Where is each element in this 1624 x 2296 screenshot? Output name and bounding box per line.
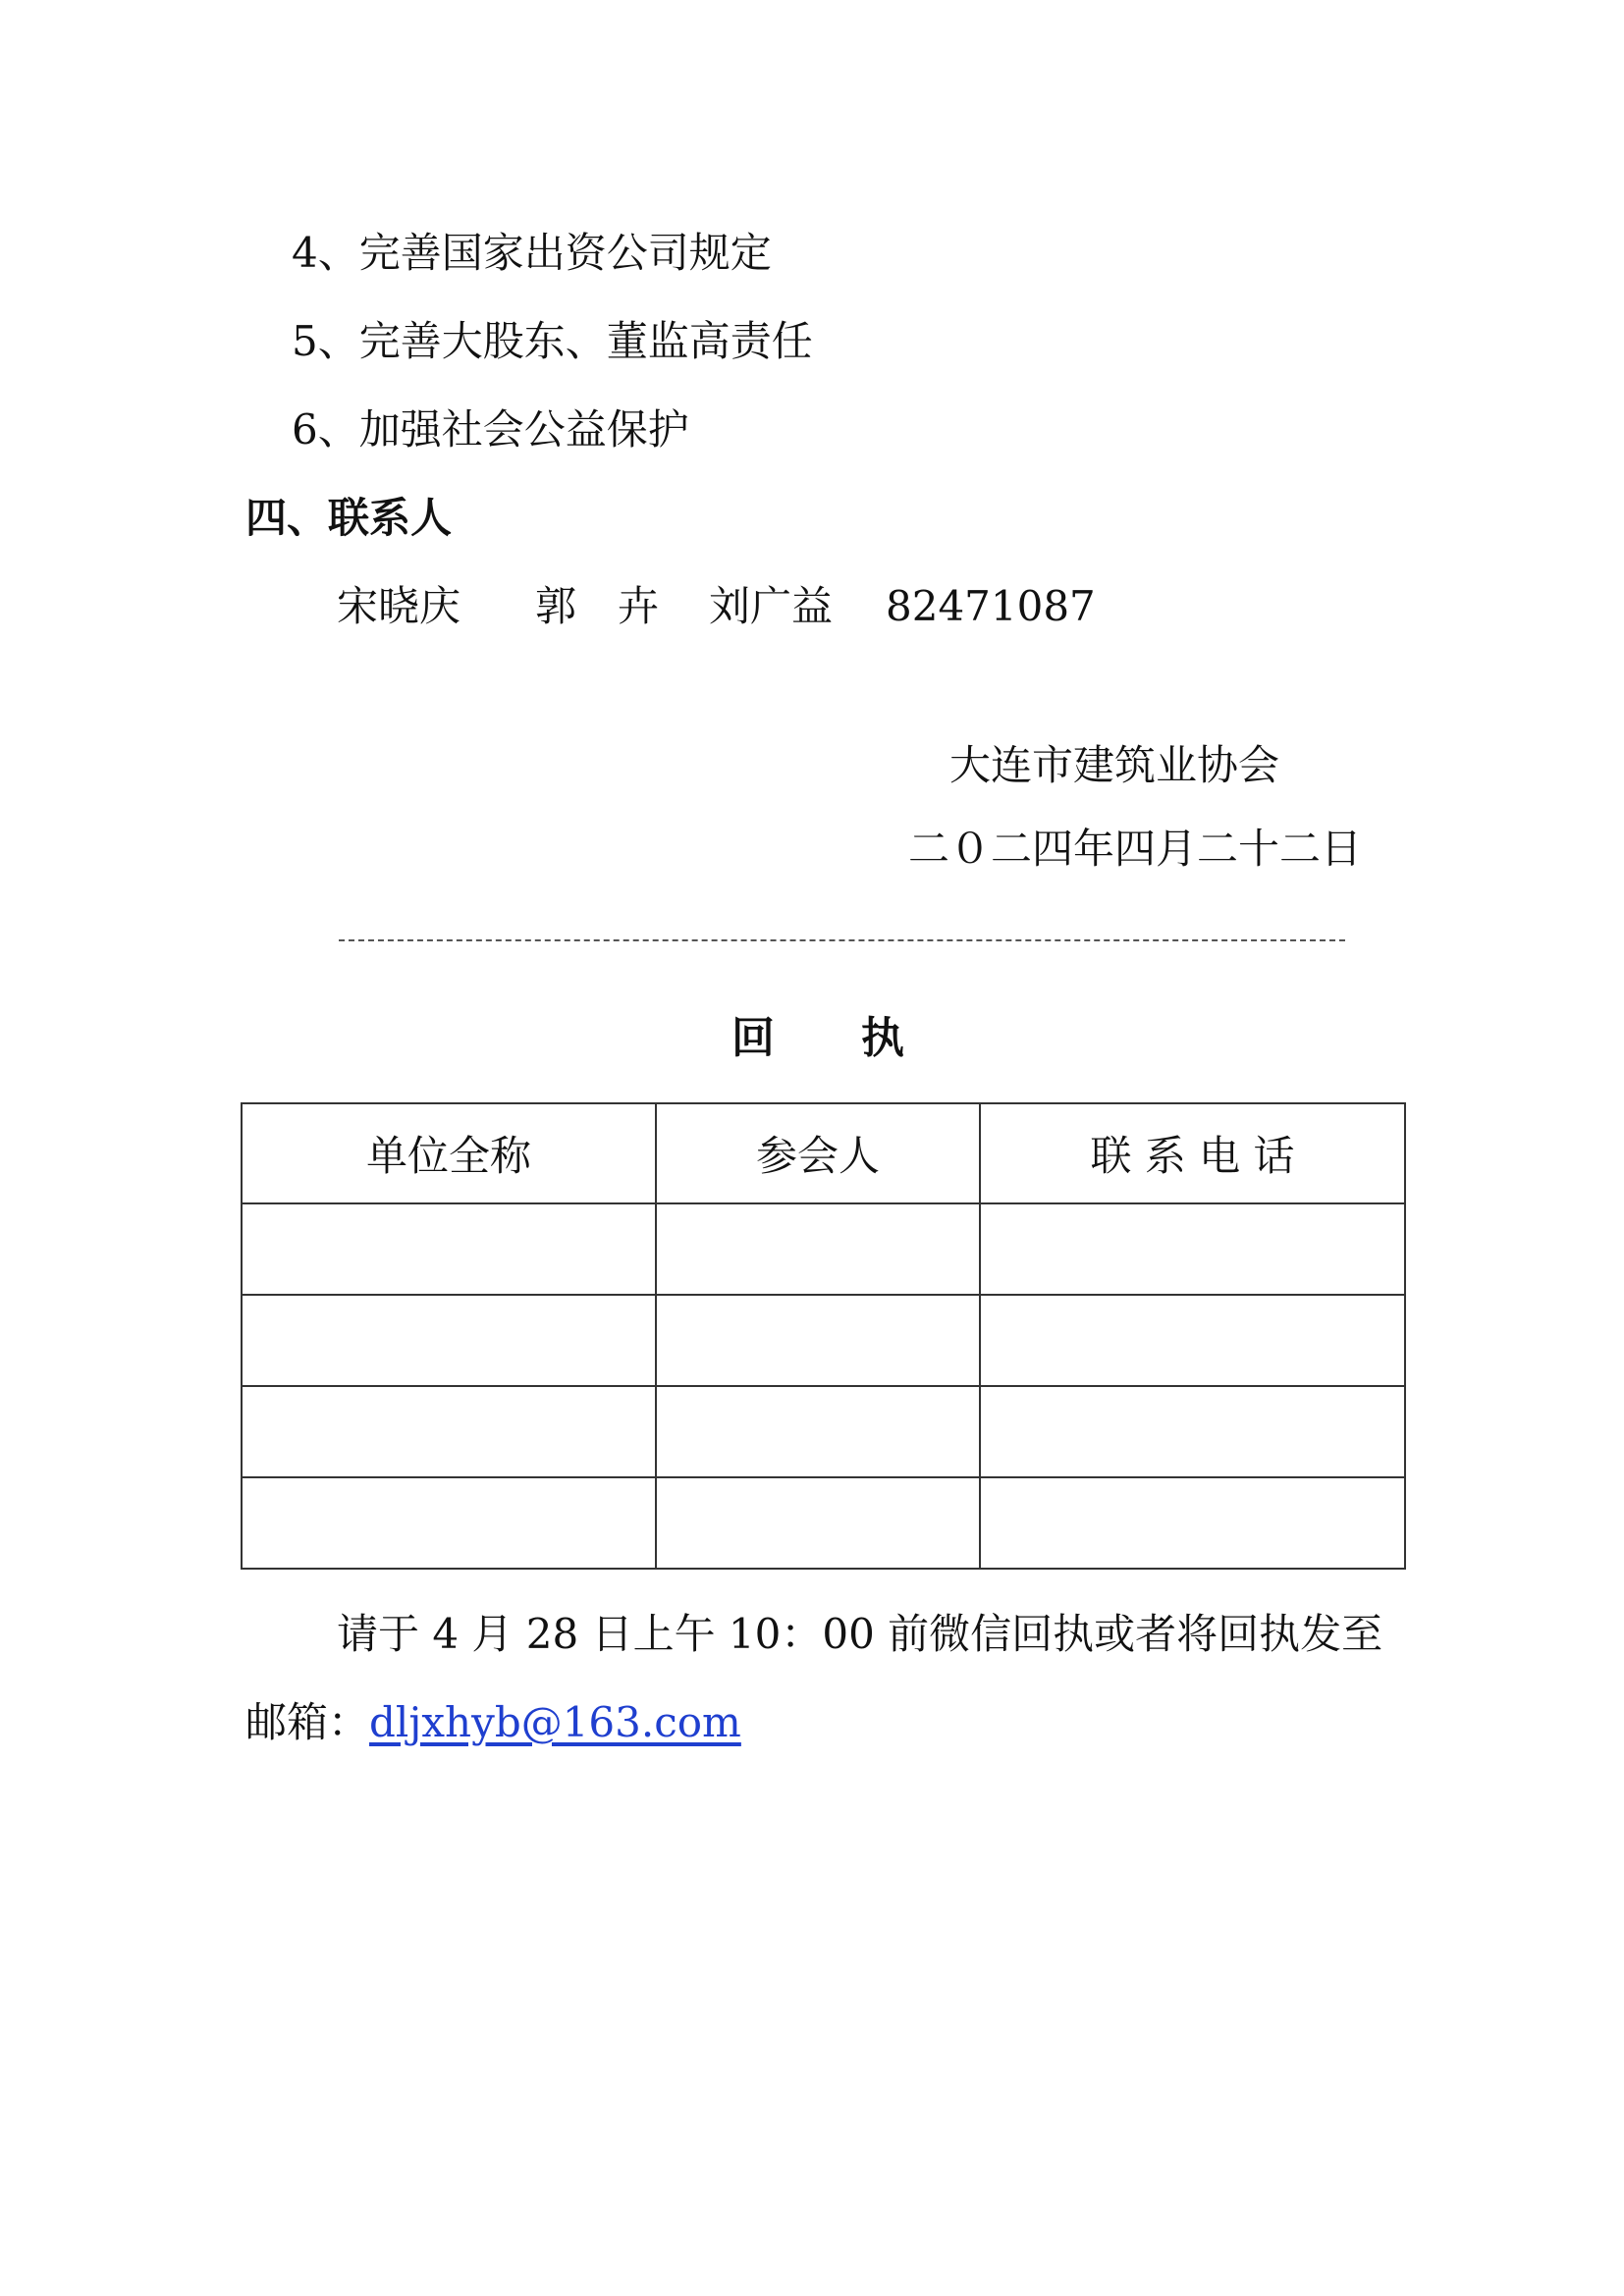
table-row bbox=[242, 1295, 1405, 1386]
table-cell[interactable] bbox=[242, 1477, 656, 1569]
list-item-6: 6、加强社会公益保护 bbox=[292, 405, 689, 454]
section-heading-contact: 四、联系人 bbox=[245, 494, 453, 542]
signature-organization: 大连市建筑业协会 bbox=[949, 741, 1280, 789]
list-item-4: 4、完善国家出资公司规定 bbox=[292, 229, 772, 277]
table-cell[interactable] bbox=[980, 1203, 1405, 1295]
email-label: 邮箱： bbox=[245, 1698, 370, 1746]
table-cell[interactable] bbox=[980, 1477, 1405, 1569]
table-cell[interactable] bbox=[656, 1477, 980, 1569]
column-header-phone: 联 系 电 话 bbox=[980, 1103, 1405, 1203]
table-cell[interactable] bbox=[656, 1203, 980, 1295]
table-header-row bbox=[242, 1103, 1405, 1203]
table-cell[interactable] bbox=[980, 1295, 1405, 1386]
email-line bbox=[245, 1695, 741, 1750]
table-cell[interactable] bbox=[980, 1386, 1405, 1477]
table-cell[interactable] bbox=[242, 1203, 656, 1295]
signature-date: 二０二四年四月二十二日 bbox=[908, 825, 1363, 873]
table-cell[interactable] bbox=[656, 1295, 980, 1386]
contact-person-2: 郭 卉 bbox=[535, 582, 660, 630]
table-cell[interactable] bbox=[242, 1295, 656, 1386]
cut-line-divider bbox=[339, 939, 1345, 941]
table-cell[interactable] bbox=[656, 1386, 980, 1477]
column-header-unit: 单位全称 bbox=[242, 1103, 656, 1203]
contact-phone: 82471087 bbox=[886, 582, 1096, 630]
contact-person-3: 刘广益 bbox=[709, 582, 834, 630]
table-row bbox=[242, 1477, 1405, 1569]
receipt-table bbox=[241, 1102, 1406, 1570]
table-cell[interactable] bbox=[242, 1386, 656, 1477]
table-row bbox=[242, 1203, 1405, 1295]
list-item-5: 5、完善大股东、董监高责任 bbox=[292, 317, 813, 365]
reply-instruction: 请于 4 月 28 日上午 10：00 前微信回执或者将回执发至 bbox=[337, 1610, 1383, 1658]
column-header-attendee: 参会人 bbox=[656, 1103, 980, 1203]
contact-person-1: 宋晓庆 bbox=[337, 582, 461, 630]
email-link[interactable]: dljxhyb@163.com bbox=[369, 1698, 741, 1746]
receipt-title: 回 执 bbox=[731, 1013, 904, 1063]
table-row bbox=[242, 1386, 1405, 1477]
